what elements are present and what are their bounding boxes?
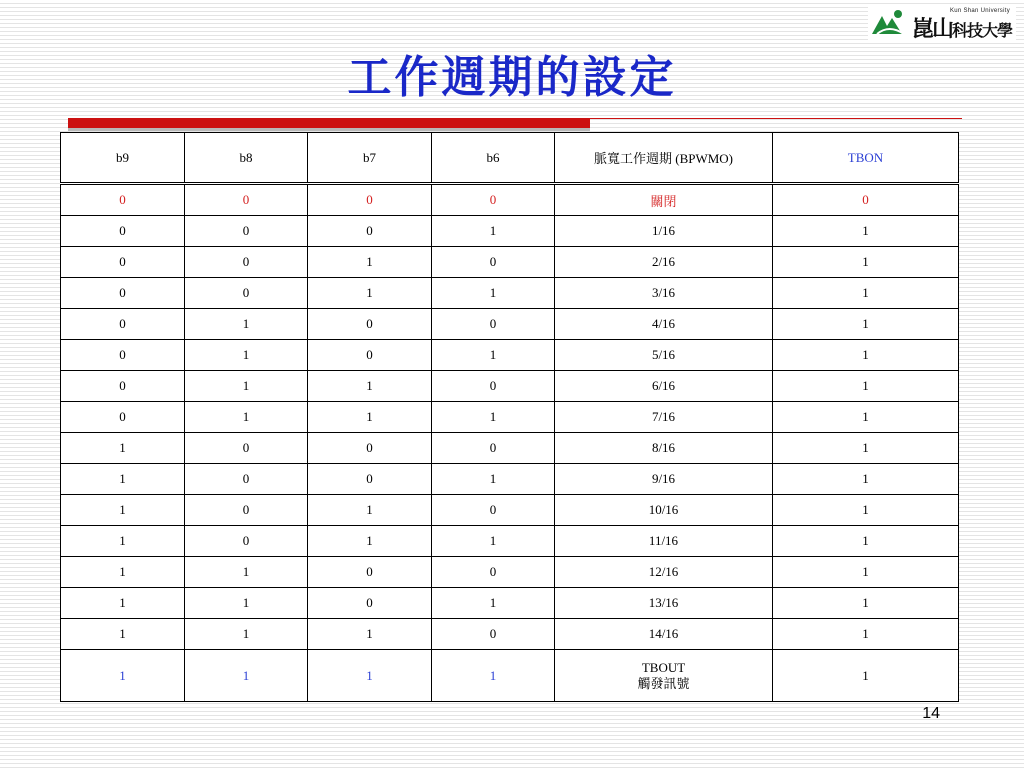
cell-b9: 1 bbox=[61, 464, 185, 495]
cell-b9: 1 bbox=[61, 588, 185, 619]
cell-b9: 0 bbox=[61, 247, 185, 278]
logo-english-text: Kun Shan University bbox=[949, 8, 1010, 14]
cell-tbon: 1 bbox=[773, 340, 959, 371]
cell-duty-cycle: 5/16 bbox=[555, 340, 773, 371]
table-row bbox=[61, 495, 959, 526]
cell-tbon: 1 bbox=[773, 309, 959, 340]
cell-tbon: 1 bbox=[773, 371, 959, 402]
page-number: 14 bbox=[922, 705, 940, 722]
cell-b7: 1 bbox=[308, 278, 432, 309]
cell-b7: 0 bbox=[308, 557, 432, 588]
cell-b8: 1 bbox=[185, 588, 308, 619]
table-row bbox=[61, 402, 959, 433]
table-row bbox=[61, 340, 959, 371]
cell-tbon: 1 bbox=[773, 619, 959, 650]
cell-b8: 1 bbox=[185, 309, 308, 340]
cell-b6: 1 bbox=[432, 650, 555, 702]
cell-b6: 0 bbox=[432, 371, 555, 402]
logo-chinese-main: 崑山 bbox=[912, 16, 953, 42]
cell-tbon: 0 bbox=[773, 184, 959, 216]
cell-b7: 0 bbox=[308, 216, 432, 247]
cell-duty-line1: TBOUT bbox=[641, 659, 686, 675]
cell-duty-cycle: 關閉 bbox=[555, 184, 773, 216]
table-row bbox=[61, 464, 959, 495]
header-duty-cycle: 脈寬工作週期 (BPWMO) bbox=[555, 133, 773, 184]
cell-b7: 1 bbox=[308, 495, 432, 526]
cell-b8: 1 bbox=[185, 557, 308, 588]
cell-b6: 0 bbox=[432, 247, 555, 278]
cell-b9: 1 bbox=[61, 495, 185, 526]
table-row bbox=[61, 247, 959, 278]
cell-b9: 0 bbox=[61, 371, 185, 402]
cell-b6: 0 bbox=[432, 433, 555, 464]
cell-b6: 1 bbox=[432, 464, 555, 495]
cell-b6: 1 bbox=[432, 402, 555, 433]
table-header-row bbox=[61, 133, 959, 184]
logo-wordmark bbox=[912, 4, 1016, 42]
cell-duty-cycle: 10/16 bbox=[555, 495, 773, 526]
cell-b9: 0 bbox=[61, 402, 185, 433]
cell-b6: 1 bbox=[432, 216, 555, 247]
cell-tbon: 1 bbox=[773, 557, 959, 588]
cell-b8: 1 bbox=[185, 402, 308, 433]
cell-b6: 1 bbox=[432, 278, 555, 309]
cell-b8: 0 bbox=[185, 184, 308, 216]
cell-duty-cycle: 11/16 bbox=[555, 526, 773, 557]
cell-duty-cycle: 7/16 bbox=[555, 402, 773, 433]
cell-b8: 1 bbox=[185, 340, 308, 371]
cell-b7: 0 bbox=[308, 464, 432, 495]
cell-b6: 0 bbox=[432, 309, 555, 340]
duty-cycle-table bbox=[60, 132, 959, 702]
cell-b7: 1 bbox=[308, 526, 432, 557]
cell-b6: 0 bbox=[432, 495, 555, 526]
cell-duty-cycle: 4/16 bbox=[555, 309, 773, 340]
cell-duty-cycle: 2/16 bbox=[555, 247, 773, 278]
cell-b6: 0 bbox=[432, 184, 555, 216]
cell-b8: 0 bbox=[185, 464, 308, 495]
cell-b9: 1 bbox=[61, 650, 185, 702]
title-divider-line bbox=[590, 118, 962, 119]
cell-tbon: 1 bbox=[773, 433, 959, 464]
cell-b7: 1 bbox=[308, 650, 432, 702]
header-tbon: TBON bbox=[773, 133, 959, 184]
table-row bbox=[61, 557, 959, 588]
slide-title: 工作週期的設定 bbox=[347, 52, 677, 103]
cell-b7: 1 bbox=[308, 371, 432, 402]
cell-duty-cycle: 13/16 bbox=[555, 588, 773, 619]
cell-duty-cycle: 14/16 bbox=[555, 619, 773, 650]
cell-b6: 0 bbox=[432, 619, 555, 650]
cell-duty-cycle bbox=[555, 650, 773, 702]
cell-duty-cycle: 1/16 bbox=[555, 216, 773, 247]
logo-chinese-text bbox=[912, 12, 1012, 43]
table-row bbox=[61, 309, 959, 340]
cell-duty-cycle: 8/16 bbox=[555, 433, 773, 464]
cell-b6: 1 bbox=[432, 340, 555, 371]
cell-b7: 1 bbox=[308, 247, 432, 278]
table-row bbox=[61, 588, 959, 619]
cell-tbon: 1 bbox=[773, 464, 959, 495]
header-b6: b6 bbox=[432, 133, 555, 184]
cell-duty-cycle: 6/16 bbox=[555, 371, 773, 402]
cell-duty-cycle: 9/16 bbox=[555, 464, 773, 495]
cell-b9: 1 bbox=[61, 433, 185, 464]
cell-tbon: 1 bbox=[773, 526, 959, 557]
cell-b9: 1 bbox=[61, 557, 185, 588]
cell-tbon: 1 bbox=[773, 650, 959, 702]
cell-b8: 0 bbox=[185, 495, 308, 526]
cell-b9: 0 bbox=[61, 184, 185, 216]
cell-b7: 1 bbox=[308, 402, 432, 433]
cell-b7: 0 bbox=[308, 340, 432, 371]
cell-tbon: 1 bbox=[773, 247, 959, 278]
cell-b8: 1 bbox=[185, 619, 308, 650]
cell-duty-line2: 觸發訊號 bbox=[637, 675, 690, 691]
cell-b9: 0 bbox=[61, 340, 185, 371]
title-accent-shadow bbox=[68, 128, 590, 131]
table-row bbox=[61, 278, 959, 309]
cell-b8: 0 bbox=[185, 433, 308, 464]
cell-b8: 0 bbox=[185, 247, 308, 278]
header-b8: b8 bbox=[185, 133, 308, 184]
cell-b9: 0 bbox=[61, 216, 185, 247]
cell-b9: 0 bbox=[61, 309, 185, 340]
cell-tbon: 1 bbox=[773, 495, 959, 526]
table-row bbox=[61, 619, 959, 650]
cell-b7: 0 bbox=[308, 588, 432, 619]
cell-b8: 1 bbox=[185, 371, 308, 402]
cell-b9: 0 bbox=[61, 278, 185, 309]
cell-b8: 0 bbox=[185, 526, 308, 557]
cell-b7: 0 bbox=[308, 433, 432, 464]
cell-b8: 1 bbox=[185, 650, 308, 702]
table-row bbox=[61, 216, 959, 247]
cell-tbon: 1 bbox=[773, 278, 959, 309]
cell-b9: 1 bbox=[61, 526, 185, 557]
cell-b6: 0 bbox=[432, 557, 555, 588]
cell-tbon: 1 bbox=[773, 402, 959, 433]
cell-b7: 1 bbox=[308, 619, 432, 650]
table-row bbox=[61, 433, 959, 464]
cell-b8: 0 bbox=[185, 216, 308, 247]
table-row bbox=[61, 184, 959, 216]
cell-duty-cycle: 12/16 bbox=[555, 557, 773, 588]
cell-tbon: 1 bbox=[773, 588, 959, 619]
cell-b6: 1 bbox=[432, 588, 555, 619]
cell-tbon: 1 bbox=[773, 216, 959, 247]
cell-b7: 0 bbox=[308, 184, 432, 216]
cell-duty-cycle: 3/16 bbox=[555, 278, 773, 309]
table-row bbox=[61, 371, 959, 402]
logo-mark-icon bbox=[868, 4, 910, 42]
cell-b7: 0 bbox=[308, 309, 432, 340]
header-b7: b7 bbox=[308, 133, 432, 184]
table-row bbox=[61, 526, 959, 557]
table-row bbox=[61, 650, 959, 702]
cell-b8: 0 bbox=[185, 278, 308, 309]
cell-b6: 1 bbox=[432, 526, 555, 557]
cell-b9: 1 bbox=[61, 619, 185, 650]
header-b9: b9 bbox=[61, 133, 185, 184]
logo-chinese-sub: 科技大學 bbox=[952, 21, 1013, 40]
university-logo bbox=[868, 4, 1016, 42]
